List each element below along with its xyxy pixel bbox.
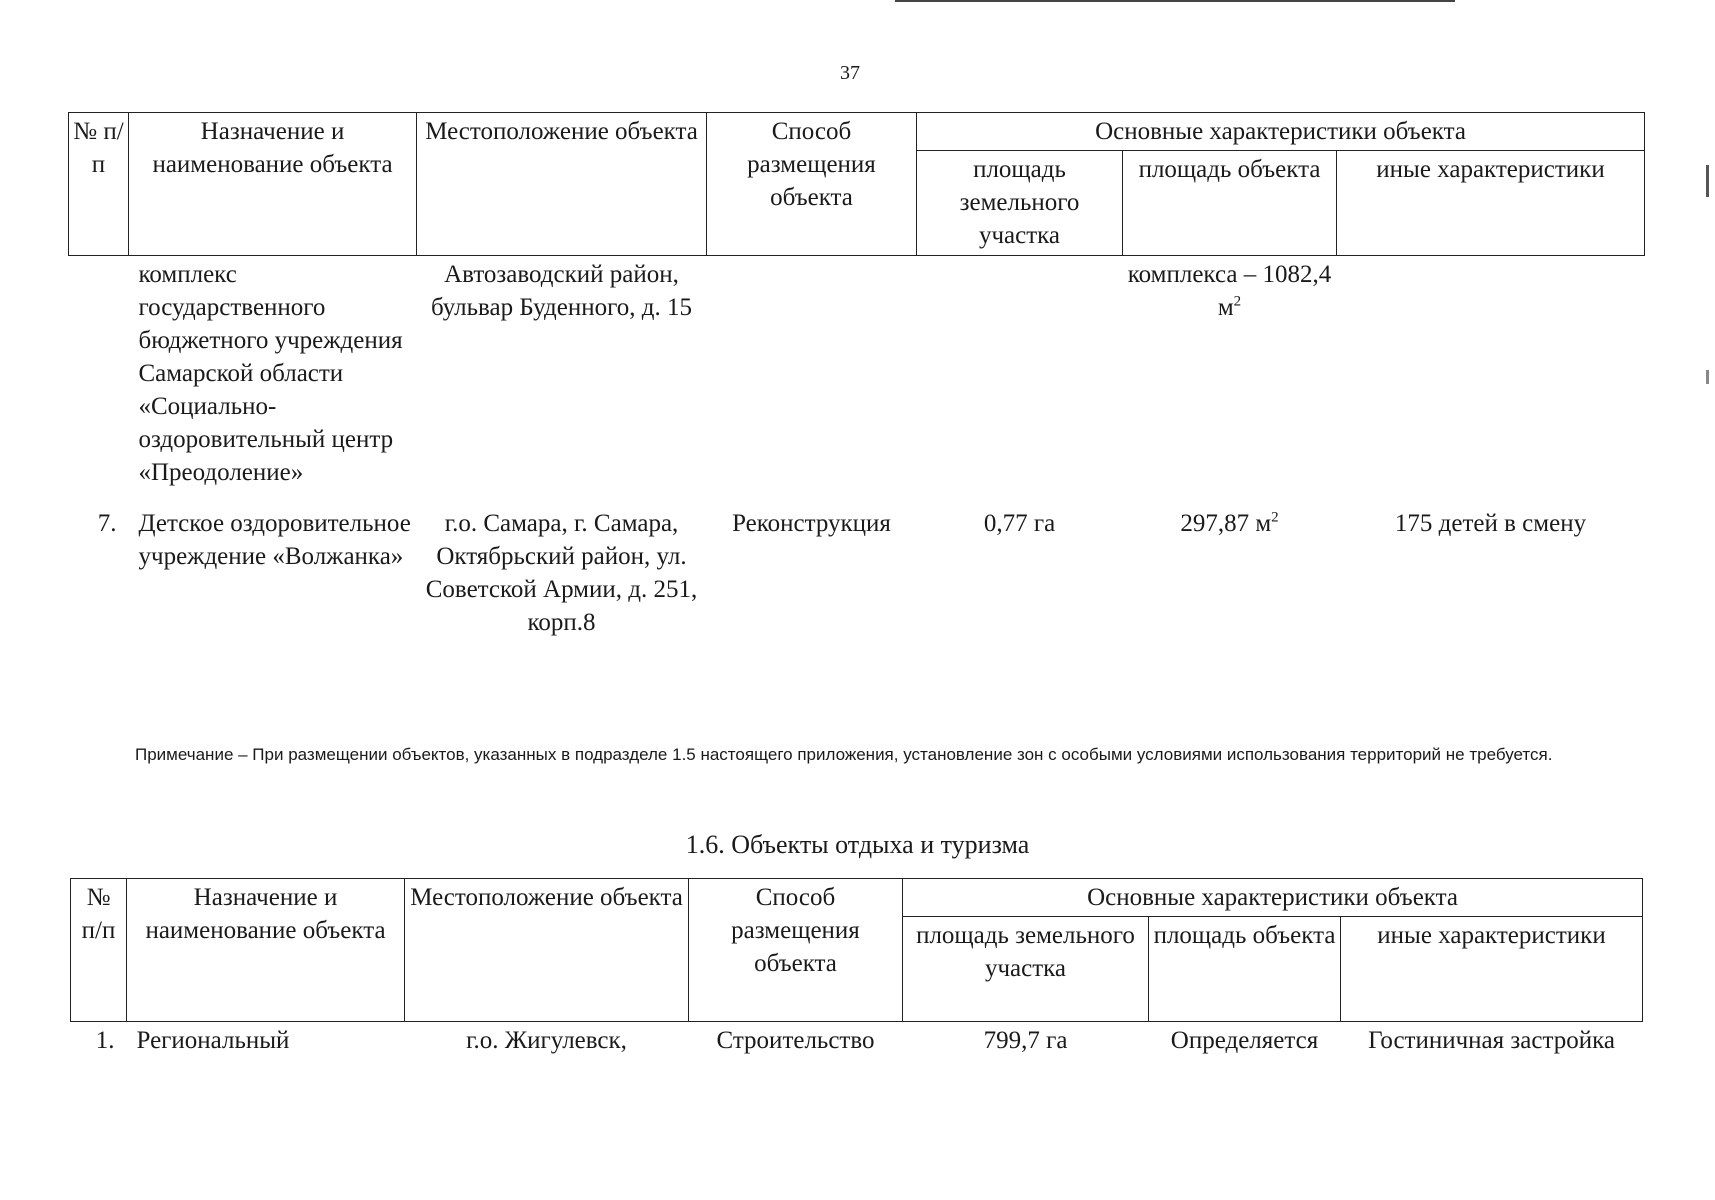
row-number: 1.	[95, 1027, 115, 1054]
header-object-area: площадь объекта	[1149, 917, 1341, 1022]
objects-table-1	[68, 112, 1645, 641]
header-main-characteristics: Основные характеристики объекта	[917, 113, 1645, 151]
header-other: иные характеристики	[1341, 917, 1643, 1022]
object-location: Автозаводский район, бульвар Буденного, д. 15	[431, 261, 692, 321]
row-number: 7.	[97, 510, 117, 537]
page-number: 37	[840, 62, 860, 84]
header-object-area: площадь объекта	[1123, 151, 1337, 256]
section-title: 1.6. Объекты отдыха и туризма	[685, 830, 1030, 859]
header-num: № п/п	[69, 113, 129, 256]
object-name: Детское оздоровительное учреждение «Волжанка»	[138, 510, 411, 570]
other-characteristics: Гостиничная застройка	[1368, 1027, 1615, 1054]
object-location: г.о. Самара, г. Самара, Октябрьский район, ул. Советской Армии, д. 251, корп.8	[425, 510, 698, 636]
object-area: Определяется	[1170, 1027, 1319, 1054]
header-land-area: площадь земельного участка	[903, 917, 1149, 1022]
note-text: Примечание – При размещении объектов, указанных в подразделе 1.5 настоящего приложения, установление зон с особыми условиями использования территорий не требуется.	[135, 745, 1553, 764]
header-method: Способ размещения объекта	[707, 113, 917, 256]
header-main-characteristics: Основные характеристики объекта	[903, 879, 1643, 917]
header-method: Способ размещения объекта	[689, 879, 903, 1022]
scan-edge-mark	[1706, 370, 1709, 384]
object-location: г.о. Жигулевск,	[466, 1027, 627, 1054]
table-row	[69, 505, 1645, 641]
header-land-area: площадь земельного участка	[917, 151, 1123, 256]
header-location: Местоположение объекта	[405, 879, 689, 1022]
table-row	[69, 256, 1645, 492]
header-num: № п/п	[71, 879, 127, 1022]
object-name: Региональный	[136, 1027, 290, 1054]
land-area: 0,77 га	[983, 510, 1056, 537]
object-area: 297,87 $м^2$	[1180, 509, 1279, 537]
header-location: Местоположение объекта	[417, 113, 707, 256]
header-name: Назначение и наименование объекта	[129, 113, 417, 256]
placement-method: Реконструкция	[732, 510, 891, 537]
placement-method: Строительство	[716, 1027, 875, 1054]
object-name: комплекс государственного бюджетного учреждения Самарской области «Социально-оздоровительный центр «Преодоление»	[138, 261, 403, 486]
scan-edge-mark	[1706, 165, 1709, 197]
top-rule	[895, 0, 1455, 2]
land-area: 799,7 га	[983, 1027, 1068, 1054]
header-name: Назначение и наименование объекта	[127, 879, 405, 1022]
table-row	[71, 1022, 1643, 1060]
header-other: иные характеристики	[1337, 151, 1645, 256]
other-characteristics: 175 детей в смену	[1394, 510, 1587, 537]
objects-table-2	[70, 878, 1643, 1059]
object-area: комплекса – 1082,4 $м^2$	[1127, 261, 1332, 321]
